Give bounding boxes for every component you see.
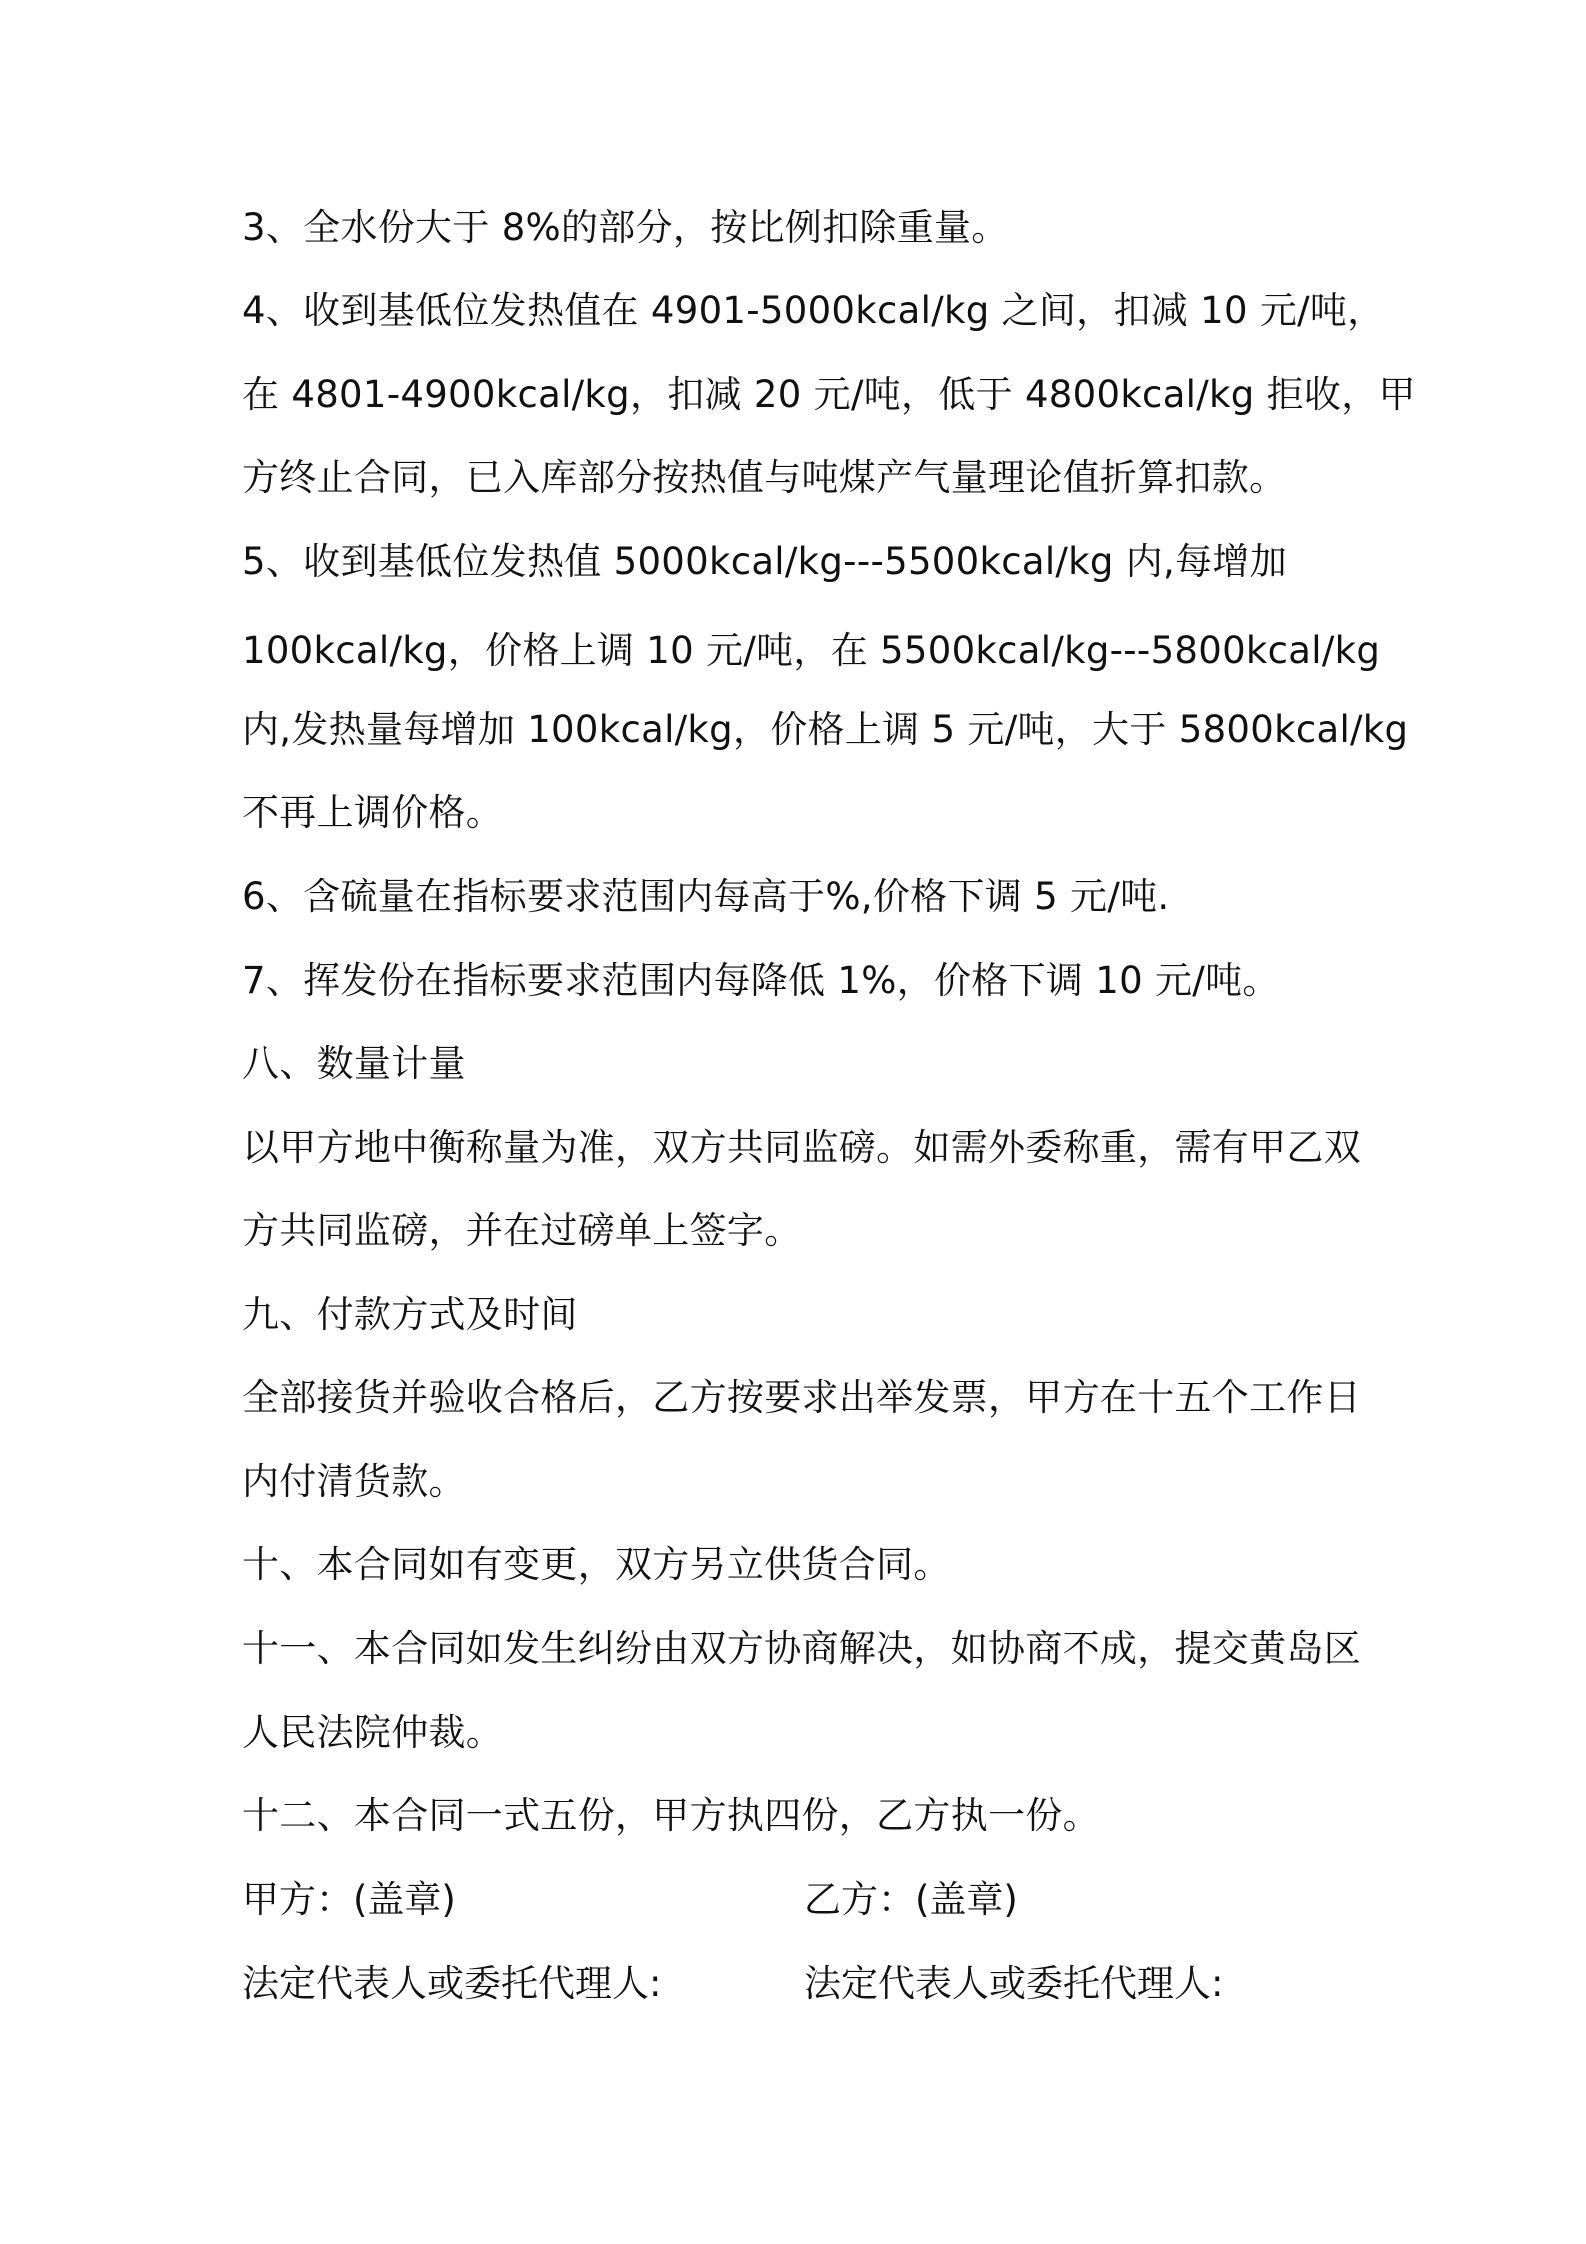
- clause-5-line-1: 5、收到基低位发热值 5000kcal/kg---5500kcal/kg 内,每增加: [242, 540, 1288, 583]
- party-b-seal: 乙方：(盖章): [804, 1878, 1018, 1921]
- section-9-line-1: 全部接货并验收合格后，乙方按要求出举发票，甲方在十五个工作日: [242, 1376, 1361, 1419]
- party-b-representative: 法定代表人或委托代理人:: [804, 1962, 1224, 2005]
- section-9-line-2: 内付清货款。: [242, 1460, 466, 1503]
- clause-6-sulfur: 6、含硫量在指标要求范围内每高于%,价格下调 5 元/吨.: [242, 875, 1170, 918]
- section-11-line-1: 十一、本合同如发生纠纷由双方协商解决，如协商不成，提交黄岛区: [242, 1627, 1361, 1670]
- party-a-seal: 甲方：(盖章): [242, 1878, 456, 1921]
- clause-4-line-3: 方终止合同，已入库部分按热值与吨煤产气量理论值折算扣款。: [242, 456, 1287, 499]
- section-12: 十二、本合同一式五份，甲方执四份，乙方执一份。: [242, 1794, 1100, 1837]
- section-8-heading: 八、数量计量: [242, 1042, 466, 1085]
- clause-5-line-4: 不再上调价格。: [242, 791, 504, 834]
- clause-7-volatile: 7、挥发份在指标要求范围内每降低 1%，价格下调 10 元/吨。: [242, 959, 1280, 1002]
- clause-3-moisture: 3、全水份大于 8%的部分，按比例扣除重量。: [242, 206, 1009, 249]
- section-11-line-2: 人民法院仲裁。: [242, 1711, 504, 1754]
- section-8-line-1: 以甲方地中衡称量为准，双方共同监磅。如需外委称重，需有甲乙双: [242, 1126, 1361, 1169]
- clause-5-line-3: 内,发热量每增加 100kcal/kg，价格上调 5 元/吨，大于 5800kcal/kg: [242, 708, 1409, 751]
- clause-4-line-2: 在 4801-4900kcal/kg，扣减 20 元/吨，低于 4800kcal/kg 拒收，甲: [242, 373, 1416, 416]
- section-9-heading: 九、付款方式及时间: [242, 1293, 578, 1336]
- clause-5-line-2: 100kcal/kg，价格上调 10 元/吨，在 5500kcal/kg---5800kcal/kg: [242, 629, 1381, 672]
- party-a-representative: 法定代表人或委托代理人:: [242, 1962, 662, 2005]
- clause-4-line-1: 4、收到基低位发热值在 4901-5000kcal/kg 之间，扣减 10 元/吨，: [242, 289, 1385, 332]
- section-10: 十、本合同如有变更，双方另立供货合同。: [242, 1543, 951, 1586]
- section-8-line-2: 方共同监磅，并在过磅单上签字。: [242, 1209, 802, 1252]
